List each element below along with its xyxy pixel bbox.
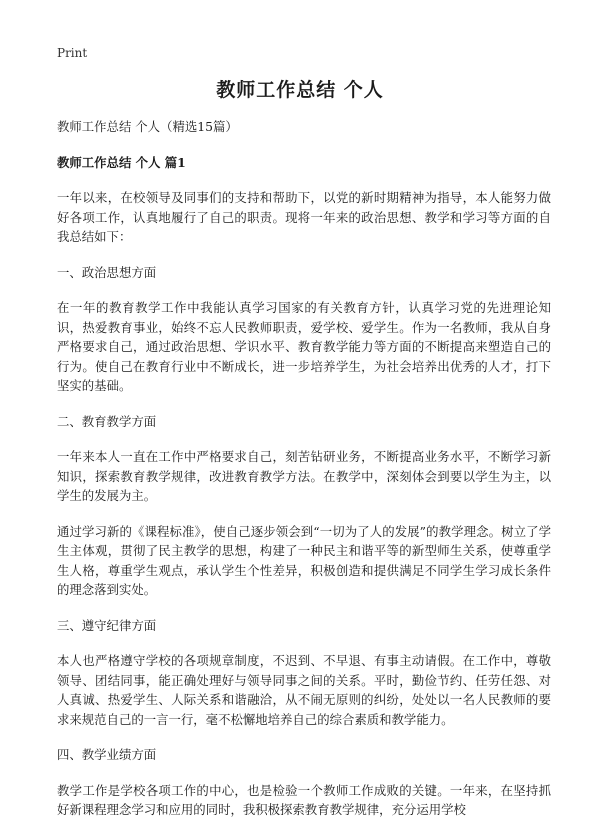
document-subtitle: 教师工作总结 个人（精选15篇） xyxy=(57,119,238,134)
paragraph-intro: 一年以来，在校领导及同事们的支持和帮助下，以党的新时期精神为指导，本人能努力做好各项工作，认真地履行了自己的职责。现将一年来的政治思想、教学和学习等方面的自我总结如下： xyxy=(57,190,551,244)
heading-teaching: 二、教育教学方面 xyxy=(57,413,157,429)
paragraph-discipline: 本人也严格遵守学校的各项规章制度，不迟到、不早退、有事主动请假。在工作中，尊敬领导、团结同事，能正确处理好与领导同事之间的关系。平时，勤俭节约、任劳任怨、对人真诚、热爱学生、人际关系和谐融洽，从不闹无原则的纠纷，处处以一名人民教师的要求来规范自己的一言一行，毫不松懈地培养自己的综合素质和教学能力。 xyxy=(57,653,551,727)
heading-discipline: 三、遵守纪律方面 xyxy=(57,617,157,633)
paragraph-teaching-2: 通过学习新的《课程标准》，使自己逐步领会到“一切为了人的发展”的教学理念。树立了学生主体观，贯彻了民主教学的思想，构建了一种民主和谐平等的新型师生关系，使尊重学生人格，尊重学生观点，承认学生个性差异，积极创造和提供满足不同学生学习成长条件的理念落到实处。 xyxy=(57,523,551,597)
document-body xyxy=(57,117,551,820)
paragraph-teaching-1: 一年来本人一直在工作中严格要求自己，刻苦钻研业务，不断提高业务水平，不断学习新知识，探索教育教学规律，改进教育教学方法。在教学中，深刻体会到要以学生为主，以学生的发展为主。 xyxy=(57,449,551,503)
page-title: 教师工作总结 个人 xyxy=(216,79,384,101)
print-link[interactable]: Print xyxy=(57,46,88,60)
paragraph-political-thought: 在一年的教育教学工作中我能认真学习国家的有关教育方针，认真学习党的先进理论知识，热爱教育事业，始终不忘人民教师职责，爱学校、爱学生。作为一名教师，我从自身严格要求自己，通过政治思想、学识水平、教育教学能力等方面的不断提高来塑造自己的行为。使自己在教育行业中不断成长，进一步培养学生，为社会培养出优秀的人才，打下坚实的基础。 xyxy=(57,300,551,393)
paragraph-performance: 教学工作是学校各项工作的中心，也是检验一个教师工作成败的关键。一年来，在坚持抓好新课程理念学习和应用的同时，我积极探索教育教学规律，充分运用学校 xyxy=(57,782,551,817)
section-title: 教师工作总结 个人 篇1 xyxy=(57,154,186,170)
heading-political-thought: 一、政治思想方面 xyxy=(57,264,157,280)
heading-performance: 四、教学业绩方面 xyxy=(57,747,157,762)
